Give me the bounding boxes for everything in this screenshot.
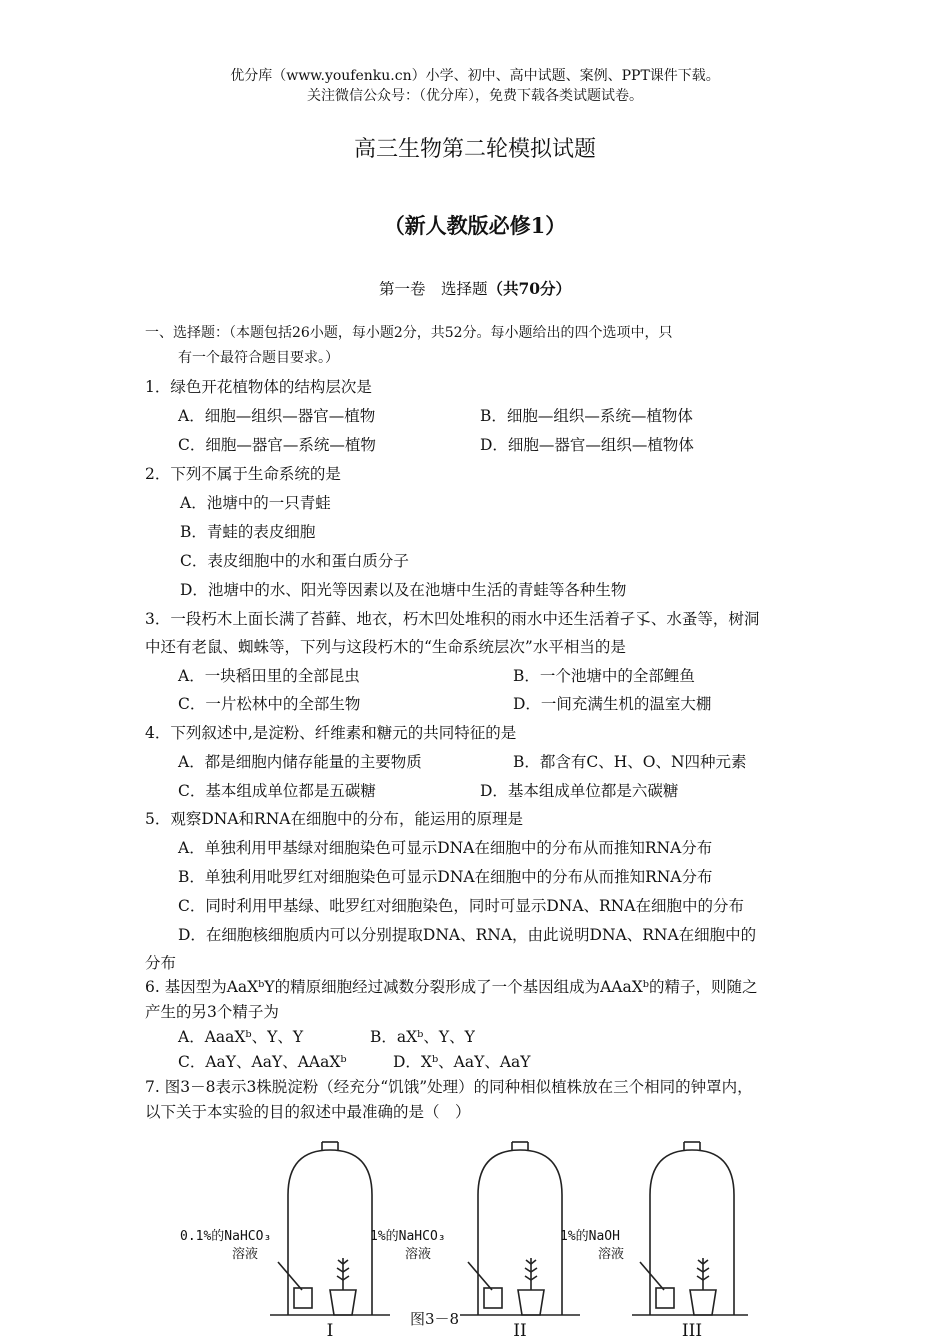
q4-option-b: B．都含有C、H、O、N四种元素	[513, 753, 747, 771]
q6-option-c: C．AaY、AaY、AAaXᵇ	[178, 1053, 347, 1071]
q4-option-d: D．基本组成单位都是六碳糖	[480, 782, 679, 800]
q3-option-d: D．一间充满生机的温室大棚	[513, 695, 712, 713]
q6-option-a: A．AaaXᵇ、Y、Y	[178, 1028, 304, 1046]
q5-option-c: C．同时利用甲基绿、吡罗红对细胞染色，同时可显示DNA、RNA在细胞中的分布	[178, 897, 744, 915]
figure-bell-jars	[170, 1140, 750, 1340]
jar-3-numeral: III	[681, 1321, 703, 1340]
q4-option-c: C．基本组成单位都是五碳糖	[178, 782, 376, 800]
header-line-1: 优分库（www.youfenku.cn）小学、初中、高中试题、案例、PPT课件下载。	[230, 68, 720, 84]
q7-stem-line-1: 7. 图3－8表示3株脱淀粉（经充分“饥饿”处理）的同种相似植株放在三个相同的钟罩内，	[145, 1078, 753, 1096]
q3-stem-line-1: 3．一段朽木上面长满了苔藓、地衣，朽木凹处堆积的雨水中还生活着孑孓、水蚤等，树洞	[145, 610, 760, 628]
header-line-2: 关注微信公众号：（优分库），免费下载各类试题试卷。	[307, 88, 643, 104]
q5-option-a: A．单独利用甲基绿对细胞染色可显示DNA在细胞中的分布从而推知RNA分布	[178, 839, 713, 857]
figure-caption: 图3－8	[410, 1310, 460, 1328]
q2-option-a: A．池塘中的一只青蛙	[180, 494, 331, 512]
q3-option-c: C．一片松林中的全部生物	[178, 695, 361, 713]
q2-option-c: C．表皮细胞中的水和蛋白质分子	[180, 552, 409, 570]
figure-3-8	[170, 1140, 750, 1340]
q2-option-b: B．青蛙的表皮细胞	[180, 523, 316, 541]
section-instruction-line-2: 有一个最符合题目要求。）	[178, 350, 339, 366]
jar-3-label-2: 溶液	[598, 1247, 625, 1262]
q5-option-b: B．单独利用吡罗红对细胞染色可显示DNA在细胞中的分布从而推知RNA分布	[178, 868, 713, 886]
q5-stem: 5．观察DNA和RNA在细胞中的分布，能运用的原理是	[145, 810, 523, 828]
page-subtitle: （新人教版必修1）	[383, 213, 567, 238]
jar-1-label-2: 溶液	[232, 1247, 259, 1262]
jar-1-label-1: 0.1%的NaHCO₃	[180, 1229, 272, 1244]
q6-stem-line-1: 6. 基因型为AaXᵇY的精原细胞经过减数分裂形成了一个基因组成为AAaXᵇ的精子，则随之	[145, 978, 758, 996]
q1-option-c: C．细胞—器官—系统—植物	[178, 436, 376, 454]
q6-option-b: B．aXᵇ、Y、Y	[370, 1028, 475, 1046]
q1-option-a: A．细胞—组织—器官—植物	[178, 407, 376, 425]
q5-option-d-line-2: 分布	[145, 954, 177, 972]
jar-2-label-1: 1%的NaHCO₃	[370, 1229, 446, 1244]
jar-2-numeral: II	[513, 1321, 527, 1340]
q1-stem: 1．绿色开花植物体的结构层次是	[145, 378, 372, 396]
q3-option-b: B．一个池塘中的全部鲤鱼	[513, 667, 695, 685]
q4-option-a: A．都是细胞内储存能量的主要物质	[178, 753, 422, 771]
jar-2-label-2: 溶液	[405, 1247, 432, 1262]
q6-stem-line-2: 产生的另3个精子为	[145, 1003, 279, 1021]
q1-option-b: B．细胞—组织—系统—植物体	[480, 407, 693, 425]
q2-option-d: D．池塘中的水、阳光等因素以及在池塘中生活的青蛙等各种生物	[180, 581, 627, 599]
volume-score: （共70分）	[487, 279, 572, 298]
page-title: 高三生物第二轮模拟试题	[353, 137, 596, 162]
section-instruction-line-1: 一、选择题：（本题包括26小题，每小题2分，共52分。每小题给出的四个选项中，只	[145, 325, 673, 341]
volume-heading	[0, 279, 950, 299]
q5-option-d-line-1: D．在细胞核细胞质内可以分别提取DNA、RNA，由此说明DNA、RNA在细胞中的	[178, 926, 757, 944]
q6-option-d: D．Xᵇ、AaY、AaY	[393, 1053, 531, 1071]
jar-3-label-1: 1%的NaOH	[560, 1229, 620, 1244]
bell-jar-3	[632, 1142, 748, 1315]
q1-option-d: D．细胞—器官—组织—植物体	[480, 436, 694, 454]
volume-label: 第一卷 选择题	[378, 280, 488, 298]
q2-stem: 2．下列不属于生命系统的是	[145, 465, 341, 483]
q3-stem-line-2: 中还有老鼠、蜘蛛等，下列与这段朽木的“生命系统层次”水平相当的是	[145, 638, 626, 656]
q4-stem: 4．下列叙述中,是淀粉、纤维素和糖元的共同特征的是	[145, 724, 517, 742]
q7-stem-line-2: 以下关于本实验的目的叙述中最准确的是（ ）	[145, 1103, 471, 1121]
q3-option-a: A．一块稻田里的全部昆虫	[178, 667, 360, 685]
jar-1-numeral: I	[326, 1321, 334, 1340]
